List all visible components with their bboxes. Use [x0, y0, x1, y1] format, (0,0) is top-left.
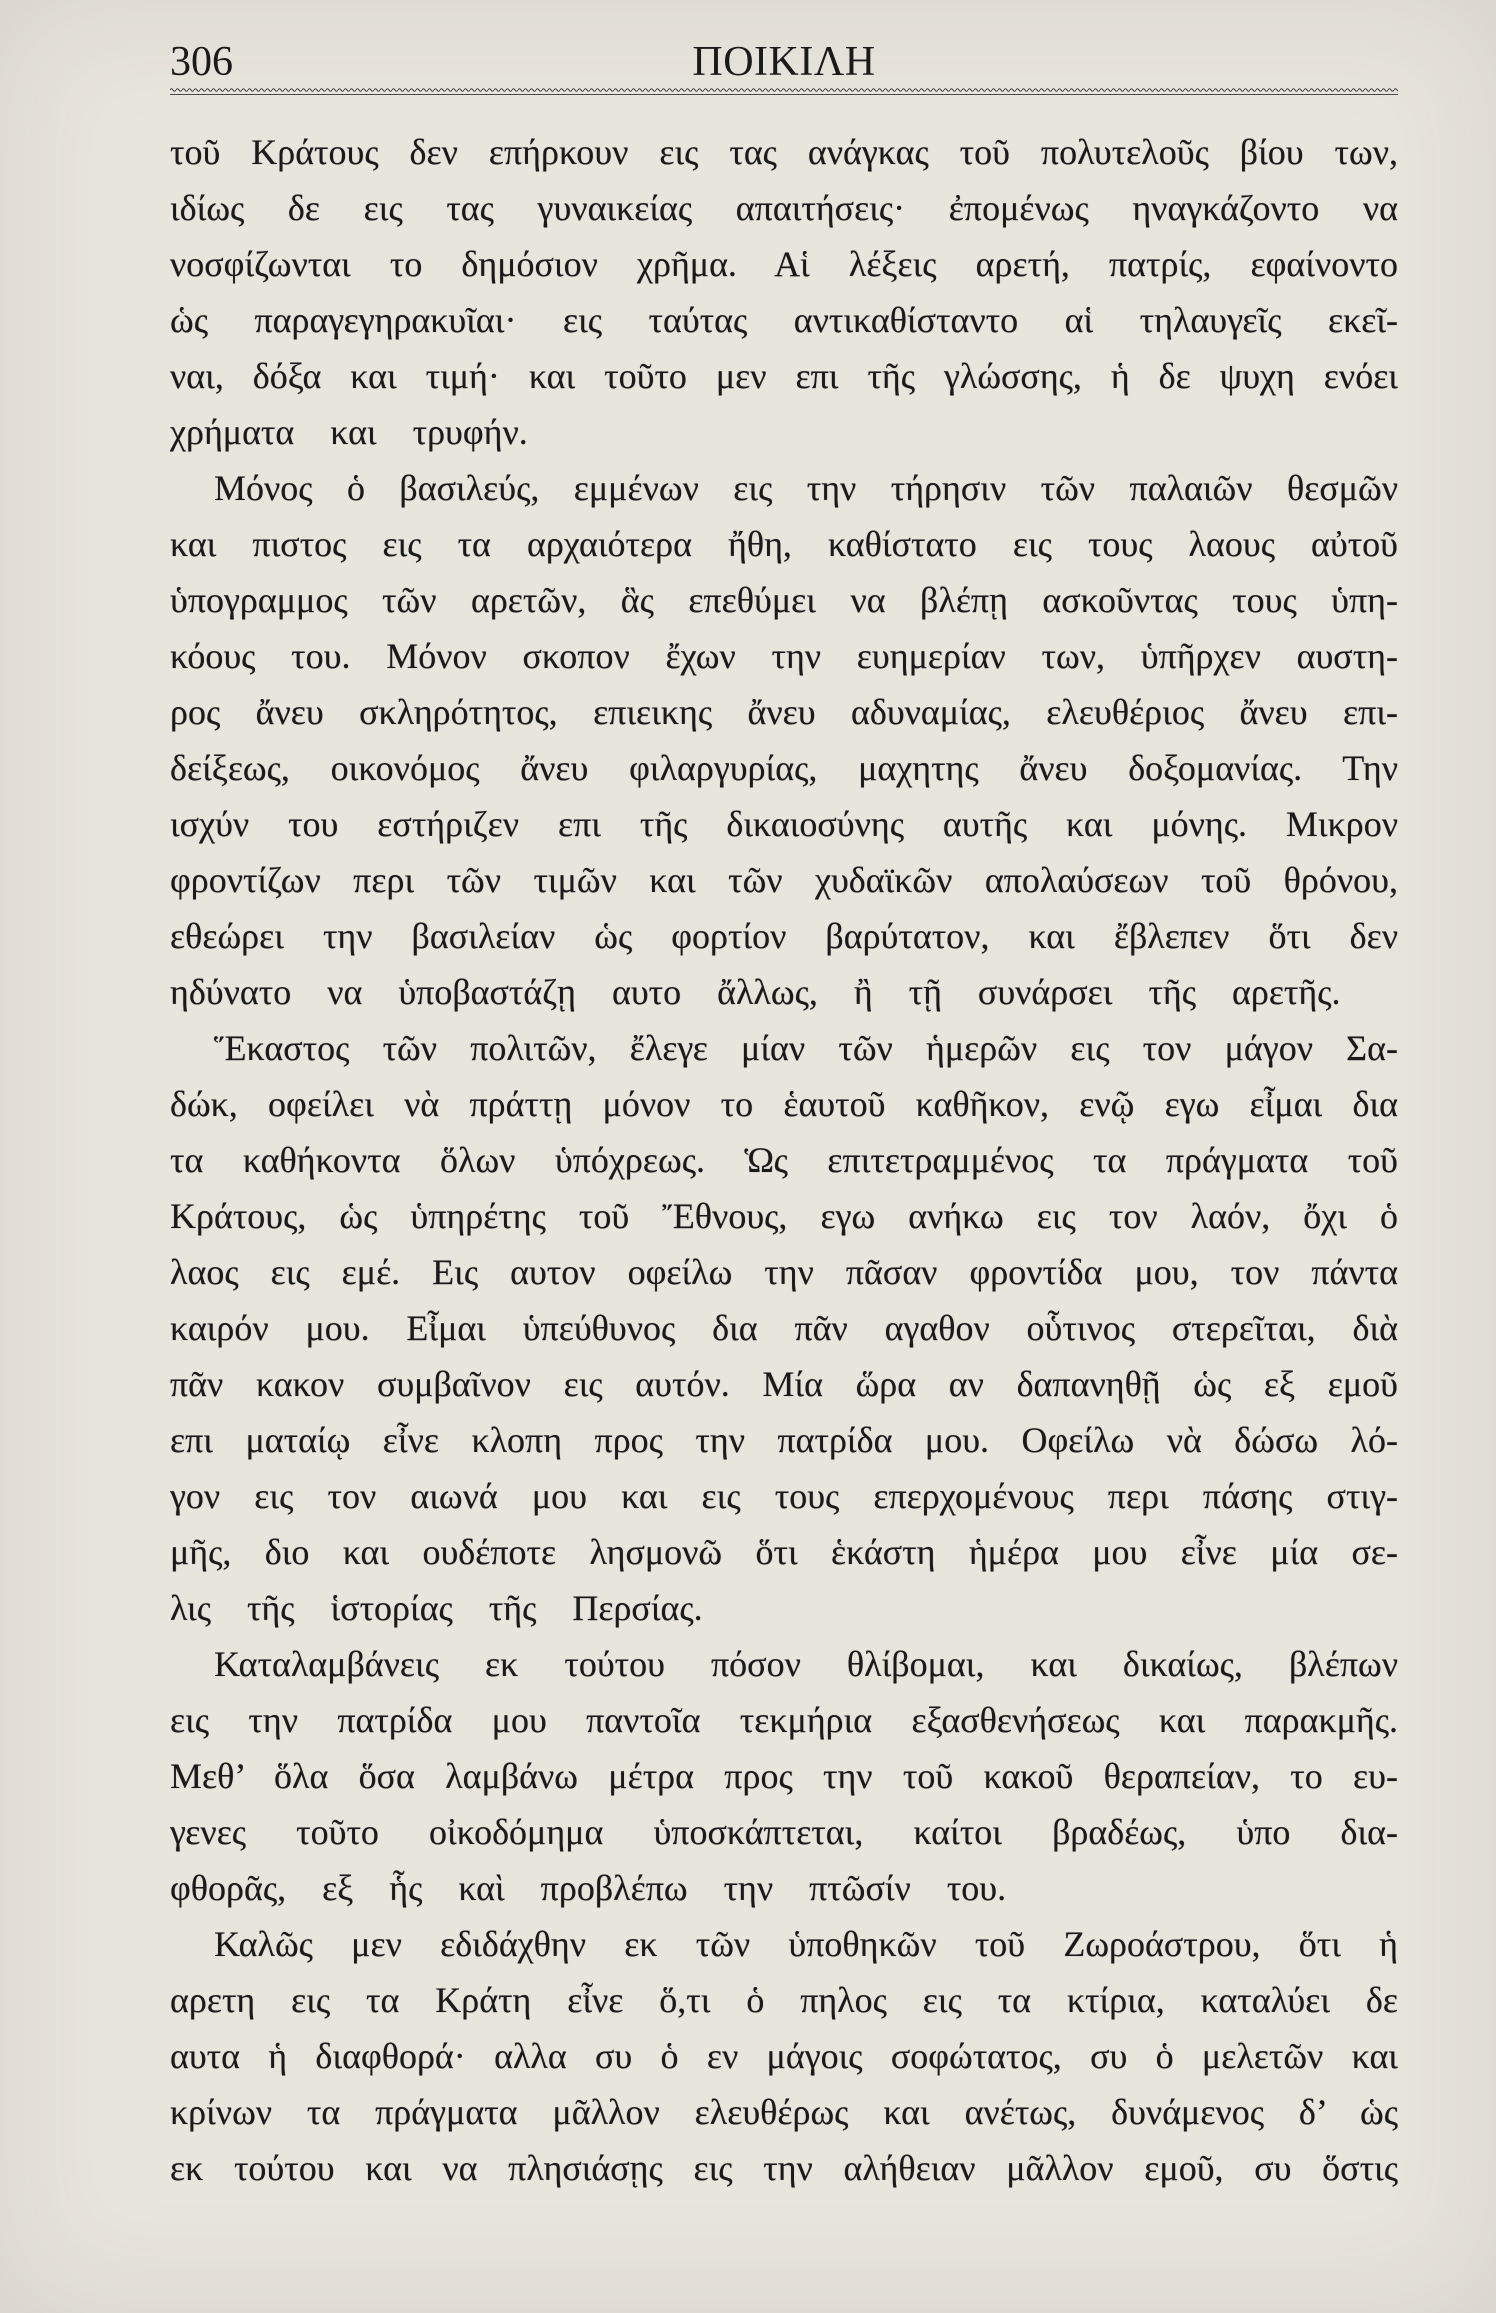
line-text: Καλῶς μεν εδιδάχθην εκ τῶν ὑποθηκῶν τοῦ Ζωροάστρου, ὅτι ἡ	[214, 1924, 1398, 1964]
text-line	[170, 740, 1398, 796]
line-text: ναι, δόξα και τιμή· και τοῦτο μεν επι τῆς γλώσσης, ἡ δε ψυχη ενόει	[170, 356, 1398, 396]
line-text: κόους του. Μόνον σκοπον ἔχων την ευημερίαν των, ὑπῆρχεν αυστη-	[170, 636, 1398, 676]
text-line	[170, 404, 1398, 460]
text-line	[170, 1804, 1398, 1860]
text-line	[170, 1580, 1398, 1636]
line-text: ὑπογραμμος τῶν αρετῶν, ἃς επεθύμει να βλέπῃ ασκοῦντας τους ὑπη-	[170, 580, 1398, 620]
page-number: 306	[170, 39, 233, 85]
text-line	[170, 516, 1398, 572]
line-text: λις τῆς ἱστορίας τῆς Περσίας.	[170, 1588, 703, 1628]
text-line	[170, 796, 1398, 852]
line-text: Μόνος ὁ βασιλεύς, εμμένων εις την τήρησιν τῶν παλαιῶν θεσμῶν	[214, 468, 1398, 508]
text-line	[170, 1076, 1398, 1132]
text-line	[170, 292, 1398, 348]
line-text: λαος εις εμέ. Εις αυτον οφείλω την πᾶσαν φροντίδα μου, τον πάντα	[170, 1252, 1398, 1292]
text-line	[170, 1300, 1398, 1356]
text-line	[170, 236, 1398, 292]
text-line	[170, 2028, 1398, 2084]
text-line	[170, 348, 1398, 404]
text-line	[170, 1692, 1398, 1748]
paragraph	[170, 1636, 1398, 1916]
text-line	[170, 1860, 1398, 1916]
line-text: φθορᾶς, εξ ἧς καὶ προβλέπω την πτῶσίν του.	[170, 1868, 1007, 1908]
text-line	[170, 1020, 1398, 1076]
line-text: και πιστος εις τα αρχαιότερα ἤθη, καθίστατο εις τους λαους αὐτοῦ	[170, 524, 1398, 564]
text-line	[170, 1748, 1398, 1804]
text-line	[170, 684, 1398, 740]
paragraph	[170, 124, 1398, 460]
text-line	[170, 1916, 1398, 1972]
header-rule	[170, 86, 1398, 96]
text-line	[170, 460, 1398, 516]
line-text: μῆς, διο και ουδέποτε λησμονῶ ὅτι ἑκάστη ἡμέρα μου εἶνε μία σε-	[170, 1532, 1398, 1572]
line-text: εθεώρει την βασιλείαν ὡς φορτίον βαρύτατον, και ἔβλεπεν ὅτι δεν	[170, 916, 1398, 956]
text-line	[170, 908, 1398, 964]
paragraph	[170, 1916, 1398, 2196]
paragraph	[170, 1020, 1398, 1636]
line-text: γον εις τον αιωνά μου και εις τους επερχομένους περι πάσης στιγ-	[170, 1476, 1398, 1516]
text-line	[170, 2084, 1398, 2140]
text-line	[170, 180, 1398, 236]
paragraph	[170, 460, 1398, 1020]
text-line	[170, 1244, 1398, 1300]
line-text: ισχύν του εστήριζεν επι τῆς δικαιοσύνης αυτῆς και μόνης. Μικρον	[170, 804, 1398, 844]
line-text: καιρόν μου. Εἶμαι ὑπεύθυνος δια πᾶν αγαθον οὗτινος στερεῖται, διὰ	[170, 1308, 1398, 1348]
line-text: Κράτους, ὡς ὑπηρέτης τοῦ Ἔθνους, εγω ανήκω εις τον λαόν, ὄχι ὁ	[170, 1196, 1398, 1236]
text-line	[170, 852, 1398, 908]
line-text: εις την πατρίδα μου παντοῖα τεκμήρια εξασθενήσεως και παρακμῆς.	[170, 1700, 1398, 1740]
line-text: ρος ἄνευ σκληρότητος, επιεικης ἄνευ αδυναμίας, ελευθέριος ἄνευ επι-	[170, 692, 1398, 732]
line-text: τα καθήκοντα ὅλων ὑπόχρεως. Ὡς επιτετραμμένος τα πράγματα τοῦ	[170, 1140, 1398, 1180]
text-line	[170, 1412, 1398, 1468]
text-line	[170, 124, 1398, 180]
line-text: φροντίζων περι τῶν τιμῶν και τῶν χυδαϊκῶν απολαύσεων τοῦ θρόνου,	[170, 860, 1398, 900]
line-text: Μεθ’ ὅλα ὅσα λαμβάνω μέτρα προς την τοῦ κακοῦ θεραπείαν, το ευ-	[170, 1756, 1398, 1796]
line-text: κρίνων τα πράγματα μᾶλλον ελευθέρως και ανέτως, δυνάμενος δ’ ὡς	[170, 2092, 1398, 2132]
line-text: νοσφίζωνται το δημόσιον χρῆμα. Αἱ λέξεις αρετή, πατρίς, εφαίνοντο	[170, 244, 1398, 284]
text-line	[170, 1636, 1398, 1692]
text-line	[170, 1972, 1398, 2028]
text-line	[170, 572, 1398, 628]
text-line	[170, 1188, 1398, 1244]
running-title: ΠΟΙΚΙΛΗ	[692, 39, 876, 85]
line-text: αυτα ἡ διαφθορά· αλλα συ ὁ εν μάγοις σοφώτατος, συ ὁ μελετῶν και	[170, 2036, 1398, 2076]
line-text: αρετη εις τα Κράτη εἶνε ὅ,τι ὁ πηλος εις τα κτίρια, καταλύει δε	[170, 1980, 1398, 2020]
text-line	[170, 1356, 1398, 1412]
text-line	[170, 2140, 1398, 2196]
text-line	[170, 964, 1398, 1020]
line-text: ιδίως δε εις τας γυναικείας απαιτήσεις· ἐπομένως ηναγκάζοντο να	[170, 188, 1398, 228]
line-text: τοῦ Κράτους δεν επήρκουν εις τας ανάγκας τοῦ πολυτελοῦς βίου των,	[170, 132, 1398, 172]
line-text: ηδύνατο να ὑποβαστάζῃ αυτο ἄλλως, ἢ τῇ συνάρσει τῆς αρετῆς.	[170, 972, 1341, 1012]
text-line	[170, 1524, 1398, 1580]
text-line	[170, 628, 1398, 684]
line-text: Καταλαμβάνεις εκ τούτου πόσον θλίβομαι, και δικαίως, βλέπων	[214, 1644, 1398, 1684]
text-line	[170, 1132, 1398, 1188]
line-text: δείξεως, οικονόμος ἄνευ φιλαργυρίας, μαχητης ἄνευ δοξομανίας. Την	[170, 748, 1398, 788]
line-text: εκ τούτου και να πλησιάσῃς εις την αλήθειαν μᾶλλον εμοῦ, συ ὅστις	[170, 2148, 1398, 2188]
line-text: δώκ, οφείλει νὰ πράττῃ μόνον το ἑαυτοῦ καθῆκον, ενῷ εγω εἶμαι δια	[170, 1084, 1398, 1124]
line-text: Ἕκαστος τῶν πολιτῶν, ἔλεγε μίαν τῶν ἡμερῶν εις τον μάγον Σα-	[214, 1028, 1398, 1068]
text-block	[170, 124, 1398, 2196]
text-line	[170, 1468, 1398, 1524]
line-text: ὡς παραγεγηρακυῖαι· εις ταύτας αντικαθίσταντο αἱ τηλαυγεῖς εκεῖ-	[170, 300, 1398, 340]
line-text: χρήματα και τρυφήν.	[170, 412, 528, 452]
line-text: επι ματαίῳ εἶνε κλοπη προς την πατρίδα μου. Οφείλω νὰ δώσω λό-	[170, 1420, 1398, 1460]
line-text: γενες τοῦτο οἰκοδόμημα ὑποσκάπτεται, καίτοι βραδέως, ὑπο δια-	[170, 1812, 1398, 1852]
line-text: πᾶν κακον συμβαῖνον εις αυτόν. Μία ὥρα αν δαπανηθῇ ὡς εξ εμοῦ	[170, 1364, 1398, 1404]
